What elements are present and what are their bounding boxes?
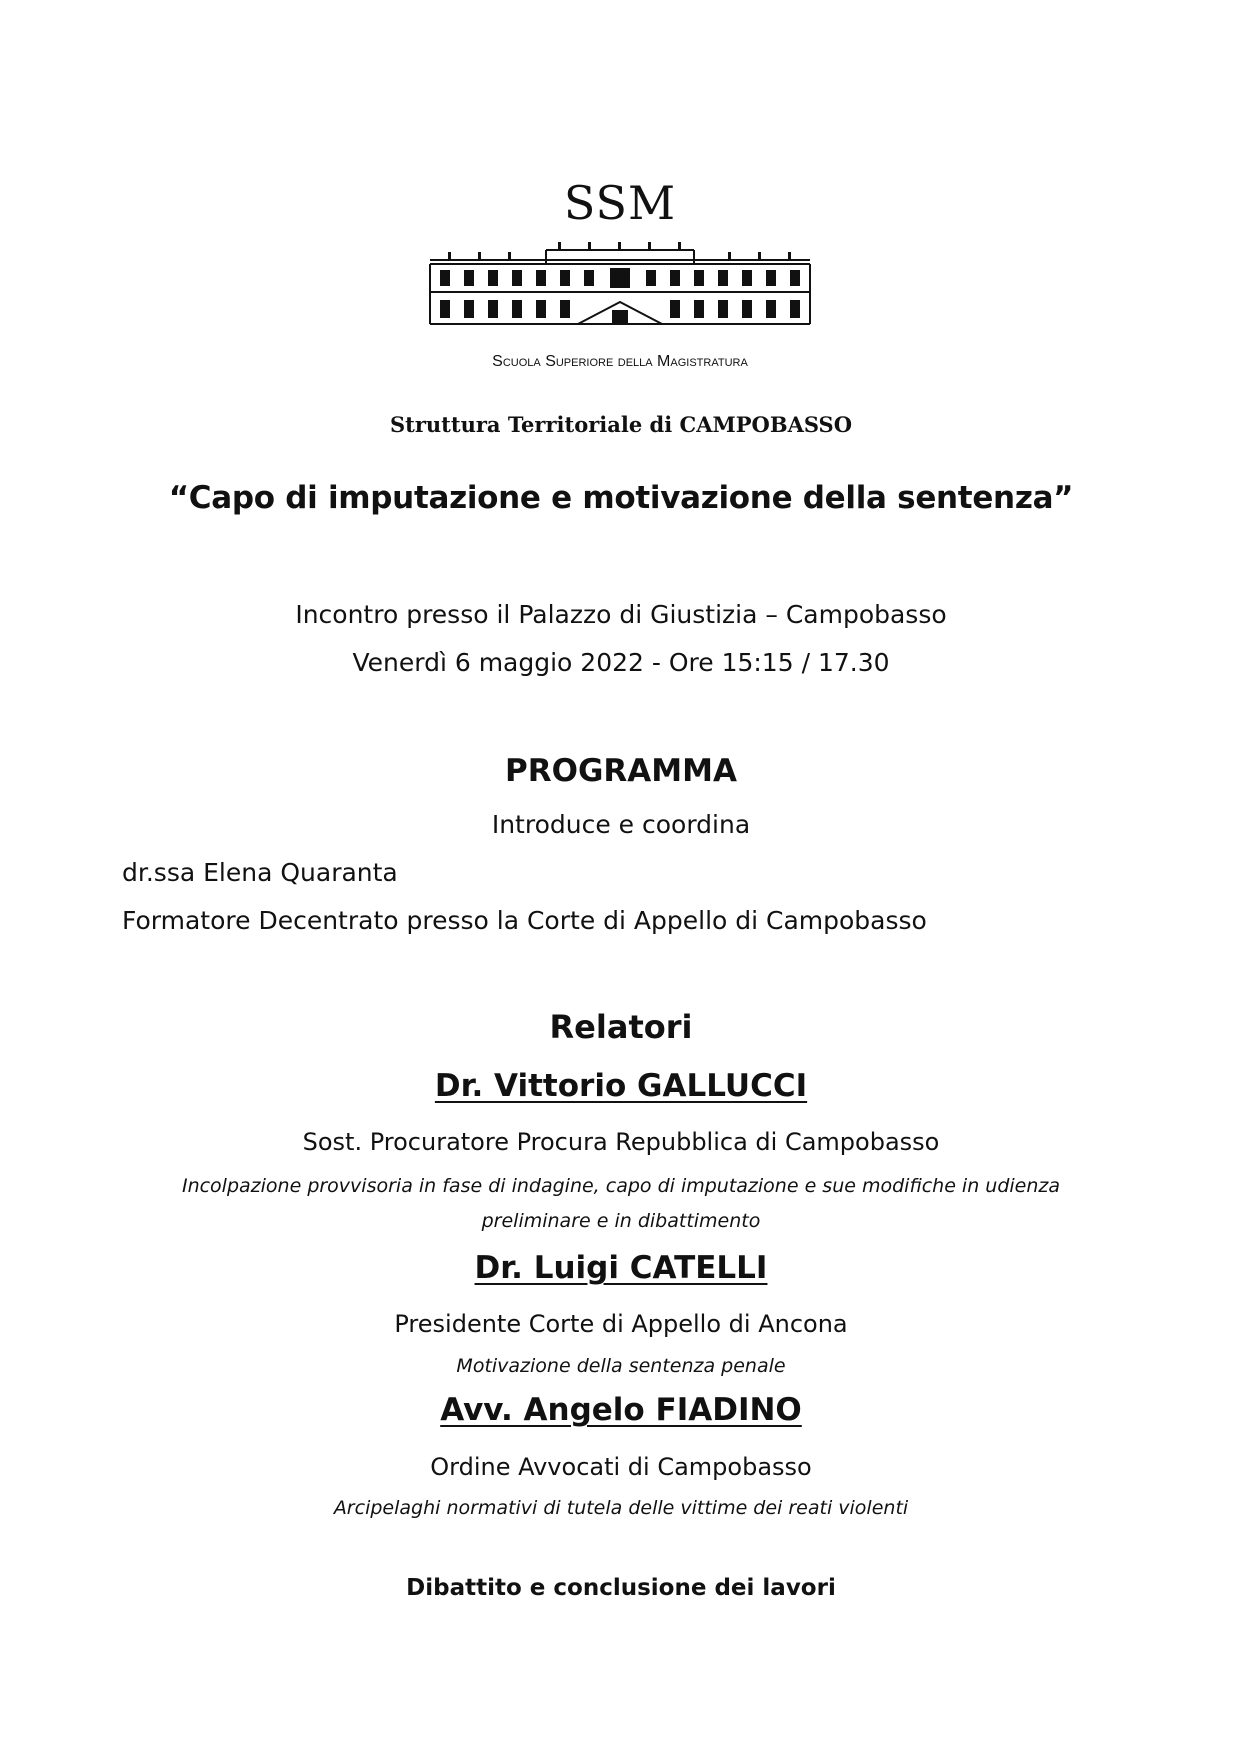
coordinator-name: dr.ssa Elena Quaranta [122, 858, 398, 887]
program-heading: PROGRAMMA [505, 753, 737, 789]
ssm-logo [420, 178, 820, 378]
speaker-name: Dr. Luigi CATELLI [474, 1250, 768, 1286]
speaker-role: Presidente Corte di Appello di Ancona [394, 1310, 848, 1338]
speaker-topic: Arcipelaghi normativi di tutela delle vittime dei reati violenti [333, 1497, 909, 1519]
logo-acronym: SSM [563, 176, 677, 230]
speaker-topic-continued: preliminare e in dibattimento [481, 1210, 761, 1232]
speaker-role: Sost. Procuratore Procura Repubblica di Campobasso [302, 1128, 940, 1156]
building-icon [428, 238, 812, 330]
speaker-topic: Incolpazione provvisoria in fase di indagine, capo di imputazione e sue modifiche in udienza [181, 1175, 1061, 1197]
territorial-structure: Struttura Territoriale di CAMPOBASSO [389, 412, 853, 437]
logo-caption: Scuola Superiore della Magistratura [492, 353, 748, 370]
event-location: Incontro presso il Palazzo di Giustizia – Campobasso [295, 600, 947, 629]
coordinator-role: Formatore Decentrato presso la Corte di Appello di Campobasso [122, 906, 927, 935]
speaker-name: Dr. Vittorio GALLUCCI [434, 1068, 808, 1104]
speaker-name: Avv. Angelo FIADINO [440, 1392, 802, 1428]
speaker-role: Ordine Avvocati di Campobasso [430, 1453, 812, 1481]
speaker-topic: Motivazione della sentenza penale [456, 1355, 786, 1377]
speakers-heading: Relatori [549, 1008, 693, 1046]
event-date: Venerdì 6 maggio 2022 - Ore 15:15 / 17.30 [352, 648, 890, 677]
intro-label: Introduce e coordina [491, 810, 751, 839]
event-title: “Capo di imputazione e motivazione della sentenza” [168, 480, 1074, 516]
closing-note: Dibattito e conclusione dei lavori [406, 1575, 836, 1601]
